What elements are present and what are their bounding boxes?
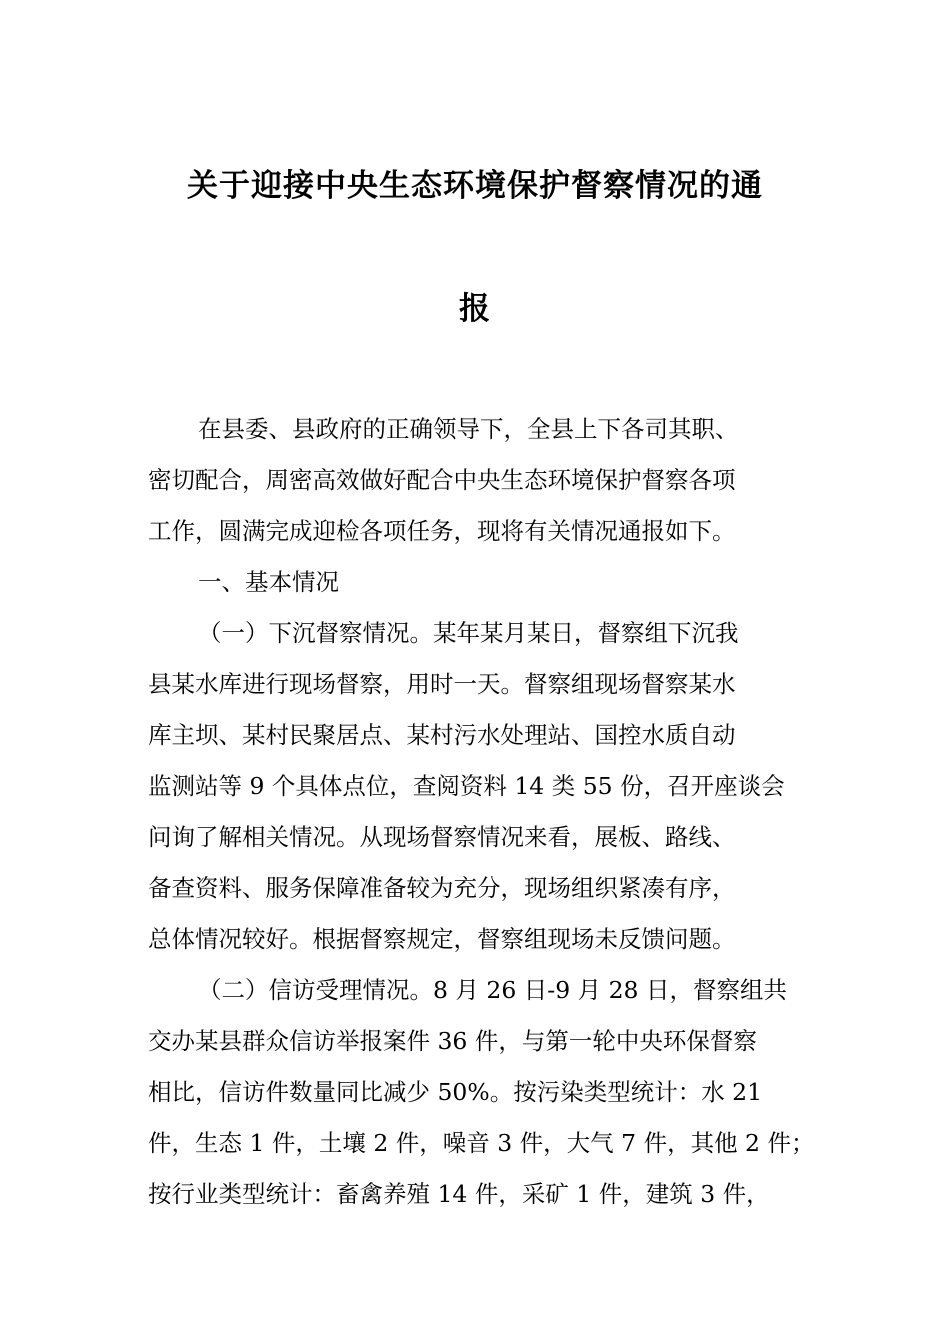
- paragraph-inspection-line-5: 问询了解相关情况。从现场督察情况来看，展板、路线、: [148, 823, 736, 851]
- paragraph-inspection-line-1: （一）下沉督察情况。某年某月某日，督察组下沉我: [198, 619, 739, 647]
- paragraph-petition-line-1: （二）信访受理情况。8 月 26 日-9 月 28 日，督察组共: [198, 976, 787, 1004]
- paragraph-intro-line-1: 在县委、县政府的正确领导下，全县上下各司其职、: [198, 415, 739, 443]
- paragraph-inspection-line-2: 县某水库进行现场督察，用时一天。督察组现场督察某水: [148, 670, 736, 698]
- section-heading-basic-situation: 一、基本情况: [198, 568, 339, 596]
- paragraph-inspection-line-6: 备查资料、服务保障准备较为充分，现场组织紧凑有序，: [148, 874, 736, 902]
- paragraph-intro-line-3: 工作，圆满完成迎检各项任务，现将有关情况通报如下。: [148, 517, 736, 545]
- paragraph-inspection-line-7: 总体情况较好。根据督察规定，督察组现场未反馈问题。: [148, 925, 736, 953]
- paragraph-petition-line-4: 件，生态 1 件，土壤 2 件，噪音 3 件，大气 7 件，其他 2 件；: [148, 1129, 815, 1157]
- paragraph-petition-line-3: 相比，信访件数量同比减少 50%。按污染类型统计：水 21: [148, 1078, 763, 1106]
- paragraph-petition-line-2: 交办某县群众信访举报案件 36 件，与第一轮中央环保督察: [148, 1027, 757, 1055]
- paragraph-inspection-line-3: 库主坝、某村民聚居点、某村污水处理站、国控水质自动: [148, 721, 736, 749]
- paragraph-inspection-line-4: 监测站等 9 个具体点位，查阅资料 14 类 55 份，召开座谈会: [148, 772, 785, 800]
- document-title-line-2: 报: [459, 291, 491, 327]
- document-title-line-1: 关于迎接中央生态环境保护督察情况的通: [187, 168, 763, 204]
- paragraph-petition-line-5: 按行业类型统计：畜禽养殖 14 件，采矿 1 件，建筑 3 件，: [148, 1180, 770, 1208]
- paragraph-intro-line-2: 密切配合，周密高效做好配合中央生态环境保护督察各项: [148, 466, 736, 494]
